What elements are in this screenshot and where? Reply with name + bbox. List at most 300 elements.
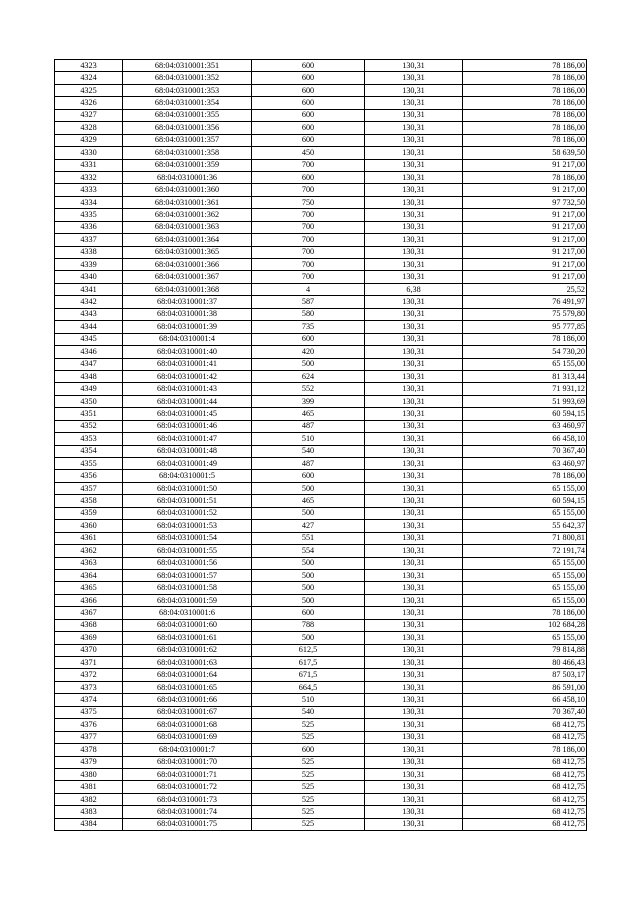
row-number-cell: 4381 [55, 781, 123, 793]
table-row [55, 383, 587, 395]
rate-cell: 130,31 [365, 84, 463, 96]
table-row [55, 209, 587, 221]
table-row [55, 644, 587, 656]
rate-cell: 130,31 [365, 706, 463, 718]
cadastral-number-cell: 68:04:0310001:360 [123, 184, 252, 196]
area-cell: 700 [252, 184, 365, 196]
value-cell: 70 367,40 [463, 445, 587, 457]
value-cell: 60 594,15 [463, 408, 587, 420]
table-row [55, 346, 587, 358]
table-row [55, 271, 587, 283]
table-row [55, 744, 587, 756]
rate-cell: 130,31 [365, 644, 463, 656]
cadastral-number-cell: 68:04:0310001:68 [123, 719, 252, 731]
table-row [55, 619, 587, 631]
table-row [55, 246, 587, 258]
cadastral-number-cell: 68:04:0310001:40 [123, 346, 252, 358]
row-number-cell: 4342 [55, 296, 123, 308]
cadastral-number-cell: 68:04:0310001:359 [123, 159, 252, 171]
row-number-cell: 4338 [55, 246, 123, 258]
value-cell: 86 591,00 [463, 681, 587, 693]
value-cell: 65 155,00 [463, 358, 587, 370]
rate-cell: 130,31 [365, 694, 463, 706]
table-row [55, 694, 587, 706]
table-row [55, 669, 587, 681]
table-row [55, 122, 587, 134]
area-cell: 700 [252, 159, 365, 171]
table-row [55, 333, 587, 345]
value-cell: 87 503,17 [463, 669, 587, 681]
row-number-cell: 4370 [55, 644, 123, 656]
table-body [55, 60, 587, 831]
area-cell: 551 [252, 532, 365, 544]
table-row [55, 719, 587, 731]
table-row [55, 582, 587, 594]
cadastral-number-cell: 68:04:0310001:48 [123, 445, 252, 457]
area-cell: 600 [252, 607, 365, 619]
row-number-cell: 4378 [55, 744, 123, 756]
table-row [55, 72, 587, 84]
value-cell: 75 579,80 [463, 308, 587, 320]
area-cell: 612,5 [252, 644, 365, 656]
rate-cell: 130,31 [365, 619, 463, 631]
table-row [55, 458, 587, 470]
rate-cell: 130,31 [365, 383, 463, 395]
rate-cell: 130,31 [365, 184, 463, 196]
row-number-cell: 4361 [55, 532, 123, 544]
value-cell: 91 217,00 [463, 221, 587, 233]
area-cell: 540 [252, 706, 365, 718]
row-number-cell: 4375 [55, 706, 123, 718]
value-cell: 78 186,00 [463, 171, 587, 183]
row-number-cell: 4333 [55, 184, 123, 196]
table-row [55, 171, 587, 183]
row-number-cell: 4339 [55, 259, 123, 271]
table-row [55, 420, 587, 432]
area-cell: 671,5 [252, 669, 365, 681]
rate-cell: 6,38 [365, 283, 463, 295]
rate-cell: 130,31 [365, 346, 463, 358]
row-number-cell: 4369 [55, 632, 123, 644]
cadastral-number-cell: 68:04:0310001:358 [123, 147, 252, 159]
value-cell: 71 931,12 [463, 383, 587, 395]
row-number-cell: 4376 [55, 719, 123, 731]
rate-cell: 130,31 [365, 122, 463, 134]
rate-cell: 130,31 [365, 333, 463, 345]
cadastral-number-cell: 68:04:0310001:58 [123, 582, 252, 594]
table-row [55, 731, 587, 743]
cadastral-number-cell: 68:04:0310001:71 [123, 768, 252, 780]
table-row [55, 569, 587, 581]
rate-cell: 130,31 [365, 532, 463, 544]
area-cell: 487 [252, 420, 365, 432]
area-cell: 600 [252, 470, 365, 482]
table-row [55, 97, 587, 109]
table-row [55, 358, 587, 370]
value-cell: 68 412,75 [463, 793, 587, 805]
rate-cell: 130,31 [365, 545, 463, 557]
area-cell: 600 [252, 122, 365, 134]
cadastral-number-cell: 68:04:0310001:351 [123, 60, 252, 72]
cadastral-number-cell: 68:04:0310001:44 [123, 395, 252, 407]
area-cell: 525 [252, 731, 365, 743]
cadastral-number-cell: 68:04:0310001:73 [123, 793, 252, 805]
value-cell: 79 814,88 [463, 644, 587, 656]
value-cell: 68 412,75 [463, 719, 587, 731]
value-cell: 63 460,97 [463, 458, 587, 470]
table-row [55, 632, 587, 644]
row-number-cell: 4343 [55, 308, 123, 320]
value-cell: 91 217,00 [463, 246, 587, 258]
value-cell: 66 458,10 [463, 694, 587, 706]
area-cell: 600 [252, 84, 365, 96]
table-row [55, 109, 587, 121]
row-number-cell: 4334 [55, 196, 123, 208]
cadastral-number-cell: 68:04:0310001:39 [123, 321, 252, 333]
row-number-cell: 4374 [55, 694, 123, 706]
area-cell: 540 [252, 445, 365, 457]
value-cell: 91 217,00 [463, 209, 587, 221]
cadastral-number-cell: 68:04:0310001:362 [123, 209, 252, 221]
row-number-cell: 4325 [55, 84, 123, 96]
table-row [55, 259, 587, 271]
area-cell: 525 [252, 768, 365, 780]
rate-cell: 130,31 [365, 507, 463, 519]
row-number-cell: 4351 [55, 408, 123, 420]
area-cell: 788 [252, 619, 365, 631]
table-row [55, 395, 587, 407]
value-cell: 76 491,97 [463, 296, 587, 308]
area-cell: 525 [252, 756, 365, 768]
cadastral-number-cell: 68:04:0310001:364 [123, 234, 252, 246]
cadastral-number-cell: 68:04:0310001:75 [123, 818, 252, 830]
table-row [55, 60, 587, 72]
rate-cell: 130,31 [365, 259, 463, 271]
area-cell: 500 [252, 594, 365, 606]
cadastral-number-cell: 68:04:0310001:36 [123, 171, 252, 183]
cadastral-number-cell: 68:04:0310001:366 [123, 259, 252, 271]
area-cell: 525 [252, 719, 365, 731]
row-number-cell: 4383 [55, 806, 123, 818]
area-cell: 700 [252, 271, 365, 283]
row-number-cell: 4356 [55, 470, 123, 482]
rate-cell: 130,31 [365, 669, 463, 681]
table-row [55, 308, 587, 320]
rate-cell: 130,31 [365, 159, 463, 171]
value-cell: 51 993,69 [463, 395, 587, 407]
row-number-cell: 4365 [55, 582, 123, 594]
table-row [55, 557, 587, 569]
area-cell: 580 [252, 308, 365, 320]
table-row [55, 545, 587, 557]
value-cell: 78 186,00 [463, 744, 587, 756]
cadastral-number-cell: 68:04:0310001:59 [123, 594, 252, 606]
value-cell: 91 217,00 [463, 271, 587, 283]
area-cell: 500 [252, 582, 365, 594]
table-row [55, 532, 587, 544]
cadastral-number-cell: 68:04:0310001:64 [123, 669, 252, 681]
row-number-cell: 4357 [55, 482, 123, 494]
area-cell: 500 [252, 358, 365, 370]
rate-cell: 130,31 [365, 370, 463, 382]
cadastral-number-cell: 68:04:0310001:352 [123, 72, 252, 84]
row-number-cell: 4382 [55, 793, 123, 805]
table-row [55, 681, 587, 693]
value-cell: 81 313,44 [463, 370, 587, 382]
value-cell: 70 367,40 [463, 706, 587, 718]
row-number-cell: 4384 [55, 818, 123, 830]
row-number-cell: 4349 [55, 383, 123, 395]
table-row [55, 768, 587, 780]
table-row [55, 520, 587, 532]
area-cell: 487 [252, 458, 365, 470]
row-number-cell: 4337 [55, 234, 123, 246]
cadastral-number-cell: 68:04:0310001:5 [123, 470, 252, 482]
cadastral-number-cell: 68:04:0310001:51 [123, 495, 252, 507]
row-number-cell: 4323 [55, 60, 123, 72]
row-number-cell: 4372 [55, 669, 123, 681]
cadastral-number-cell: 68:04:0310001:63 [123, 657, 252, 669]
area-cell: 500 [252, 507, 365, 519]
area-cell: 664,5 [252, 681, 365, 693]
rate-cell: 130,31 [365, 744, 463, 756]
cadastral-number-cell: 68:04:0310001:56 [123, 557, 252, 569]
cadastral-number-cell: 68:04:0310001:66 [123, 694, 252, 706]
row-number-cell: 4367 [55, 607, 123, 619]
table-row [55, 283, 587, 295]
table-row [55, 657, 587, 669]
area-cell: 700 [252, 209, 365, 221]
cadastral-number-cell: 68:04:0310001:368 [123, 283, 252, 295]
rate-cell: 130,31 [365, 482, 463, 494]
value-cell: 80 466,43 [463, 657, 587, 669]
cadastral-number-cell: 68:04:0310001:67 [123, 706, 252, 718]
cadastral-number-cell: 68:04:0310001:4 [123, 333, 252, 345]
area-cell: 600 [252, 109, 365, 121]
value-cell: 68 412,75 [463, 806, 587, 818]
area-cell: 750 [252, 196, 365, 208]
rate-cell: 130,31 [365, 594, 463, 606]
table-row [55, 445, 587, 457]
table-row [55, 818, 587, 830]
value-cell: 78 186,00 [463, 333, 587, 345]
row-number-cell: 4331 [55, 159, 123, 171]
value-cell: 95 777,85 [463, 321, 587, 333]
rate-cell: 130,31 [365, 358, 463, 370]
area-cell: 600 [252, 134, 365, 146]
value-cell: 63 460,97 [463, 420, 587, 432]
row-number-cell: 4327 [55, 109, 123, 121]
row-number-cell: 4380 [55, 768, 123, 780]
area-cell: 600 [252, 333, 365, 345]
row-number-cell: 4346 [55, 346, 123, 358]
row-number-cell: 4371 [55, 657, 123, 669]
rate-cell: 130,31 [365, 221, 463, 233]
value-cell: 78 186,00 [463, 97, 587, 109]
row-number-cell: 4324 [55, 72, 123, 84]
area-cell: 700 [252, 221, 365, 233]
row-number-cell: 4368 [55, 619, 123, 631]
area-cell: 700 [252, 259, 365, 271]
value-cell: 68 412,75 [463, 731, 587, 743]
cadastral-number-cell: 68:04:0310001:52 [123, 507, 252, 519]
cadastral-number-cell: 68:04:0310001:7 [123, 744, 252, 756]
value-cell: 91 217,00 [463, 234, 587, 246]
rate-cell: 130,31 [365, 681, 463, 693]
area-cell: 510 [252, 694, 365, 706]
cadastral-number-cell: 68:04:0310001:50 [123, 482, 252, 494]
rate-cell: 130,31 [365, 569, 463, 581]
table-row [55, 806, 587, 818]
value-cell: 65 155,00 [463, 582, 587, 594]
table-row [55, 507, 587, 519]
table-row [55, 184, 587, 196]
rate-cell: 130,31 [365, 321, 463, 333]
rate-cell: 130,31 [365, 756, 463, 768]
value-cell: 65 155,00 [463, 632, 587, 644]
rate-cell: 130,31 [365, 806, 463, 818]
table-row [55, 234, 587, 246]
value-cell: 68 412,75 [463, 781, 587, 793]
table-row [55, 296, 587, 308]
cadastral-number-cell: 68:04:0310001:43 [123, 383, 252, 395]
row-number-cell: 4362 [55, 545, 123, 557]
table-row [55, 482, 587, 494]
row-number-cell: 4363 [55, 557, 123, 569]
table-row [55, 321, 587, 333]
rate-cell: 130,31 [365, 520, 463, 532]
cadastral-number-cell: 68:04:0310001:74 [123, 806, 252, 818]
value-cell: 72 191,74 [463, 545, 587, 557]
row-number-cell: 4364 [55, 569, 123, 581]
rate-cell: 130,31 [365, 271, 463, 283]
row-number-cell: 4359 [55, 507, 123, 519]
value-cell: 60 594,15 [463, 495, 587, 507]
table-row [55, 159, 587, 171]
cadastral-number-cell: 68:04:0310001:356 [123, 122, 252, 134]
area-cell: 500 [252, 569, 365, 581]
area-cell: 735 [252, 321, 365, 333]
cadastral-number-cell: 68:04:0310001:41 [123, 358, 252, 370]
area-cell: 500 [252, 482, 365, 494]
table-row [55, 84, 587, 96]
rate-cell: 130,31 [365, 445, 463, 457]
table-row [55, 594, 587, 606]
rate-cell: 130,31 [365, 470, 463, 482]
cadastral-number-cell: 68:04:0310001:6 [123, 607, 252, 619]
rate-cell: 130,31 [365, 632, 463, 644]
value-cell: 78 186,00 [463, 122, 587, 134]
row-number-cell: 4330 [55, 147, 123, 159]
area-cell: 525 [252, 781, 365, 793]
cadastral-number-cell: 68:04:0310001:47 [123, 433, 252, 445]
cadastral-number-cell: 68:04:0310001:61 [123, 632, 252, 644]
area-cell: 700 [252, 234, 365, 246]
rate-cell: 130,31 [365, 607, 463, 619]
row-number-cell: 4353 [55, 433, 123, 445]
cadastral-number-cell: 68:04:0310001:367 [123, 271, 252, 283]
area-cell: 427 [252, 520, 365, 532]
rate-cell: 130,31 [365, 768, 463, 780]
value-cell: 78 186,00 [463, 134, 587, 146]
cadastral-number-cell: 68:04:0310001:57 [123, 569, 252, 581]
row-number-cell: 4345 [55, 333, 123, 345]
cadastral-number-cell: 68:04:0310001:65 [123, 681, 252, 693]
table-row [55, 607, 587, 619]
rate-cell: 130,31 [365, 557, 463, 569]
row-number-cell: 4335 [55, 209, 123, 221]
rate-cell: 130,31 [365, 458, 463, 470]
row-number-cell: 4347 [55, 358, 123, 370]
rate-cell: 130,31 [365, 420, 463, 432]
area-cell: 600 [252, 171, 365, 183]
area-cell: 450 [252, 147, 365, 159]
table-row [55, 196, 587, 208]
area-cell: 552 [252, 383, 365, 395]
value-cell: 65 155,00 [463, 557, 587, 569]
area-cell: 600 [252, 744, 365, 756]
value-cell: 65 155,00 [463, 569, 587, 581]
rate-cell: 130,31 [365, 308, 463, 320]
table-row [55, 793, 587, 805]
cadastral-number-cell: 68:04:0310001:69 [123, 731, 252, 743]
row-number-cell: 4332 [55, 171, 123, 183]
cadastral-number-cell: 68:04:0310001:70 [123, 756, 252, 768]
cadastral-number-cell: 68:04:0310001:357 [123, 134, 252, 146]
cadastral-number-cell: 68:04:0310001:365 [123, 246, 252, 258]
value-cell: 78 186,00 [463, 72, 587, 84]
rate-cell: 130,31 [365, 209, 463, 221]
value-cell: 68 412,75 [463, 756, 587, 768]
rate-cell: 130,31 [365, 109, 463, 121]
area-cell: 600 [252, 97, 365, 109]
area-cell: 399 [252, 395, 365, 407]
cadastral-number-cell: 68:04:0310001:46 [123, 420, 252, 432]
cadastral-number-cell: 68:04:0310001:62 [123, 644, 252, 656]
row-number-cell: 4366 [55, 594, 123, 606]
cadastral-number-cell: 68:04:0310001:60 [123, 619, 252, 631]
rate-cell: 130,31 [365, 72, 463, 84]
table-row [55, 781, 587, 793]
rate-cell: 130,31 [365, 171, 463, 183]
area-cell: 525 [252, 793, 365, 805]
row-number-cell: 4340 [55, 271, 123, 283]
value-cell: 91 217,00 [463, 259, 587, 271]
value-cell: 58 639,50 [463, 147, 587, 159]
cadastral-number-cell: 68:04:0310001:55 [123, 545, 252, 557]
value-cell: 78 186,00 [463, 109, 587, 121]
value-cell: 68 412,75 [463, 768, 587, 780]
row-number-cell: 4328 [55, 122, 123, 134]
value-cell: 66 458,10 [463, 433, 587, 445]
rate-cell: 130,31 [365, 408, 463, 420]
value-cell: 65 155,00 [463, 507, 587, 519]
value-cell: 78 186,00 [463, 607, 587, 619]
area-cell: 617,5 [252, 657, 365, 669]
area-cell: 587 [252, 296, 365, 308]
value-cell: 25,52 [463, 283, 587, 295]
table-row [55, 706, 587, 718]
rate-cell: 130,31 [365, 234, 463, 246]
area-cell: 700 [252, 246, 365, 258]
area-cell: 4 [252, 283, 365, 295]
row-number-cell: 4341 [55, 283, 123, 295]
row-number-cell: 4358 [55, 495, 123, 507]
cadastral-number-cell: 68:04:0310001:45 [123, 408, 252, 420]
cadastral-value-table [54, 59, 587, 831]
table-row [55, 408, 587, 420]
row-number-cell: 4352 [55, 420, 123, 432]
